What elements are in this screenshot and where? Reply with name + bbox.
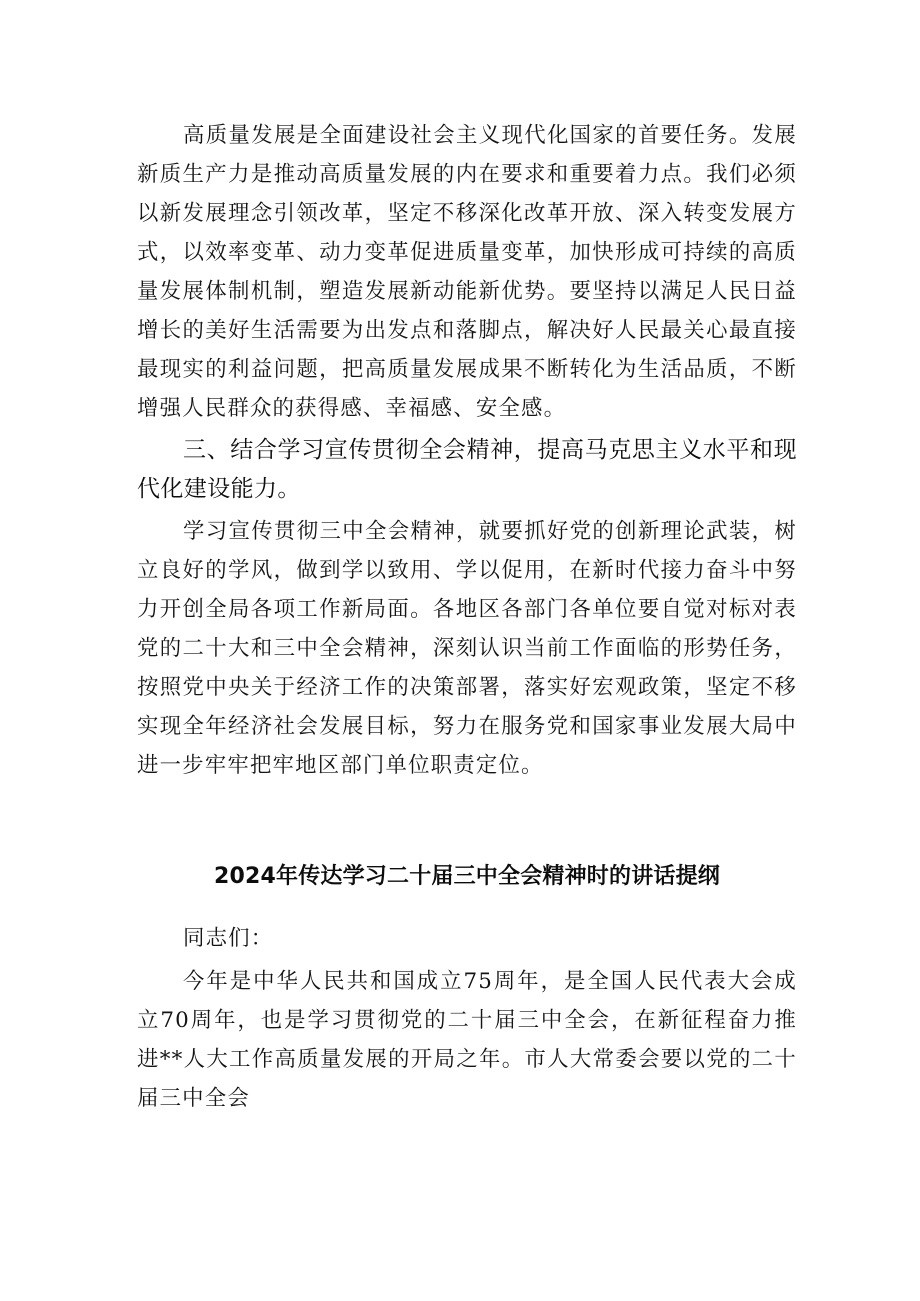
salutation: 同志们： [183, 926, 274, 951]
paragraph-anniversary: 今年是中华人民共和国成立75周年，是全国人民代表大会成立70周年，也是学习贯彻党的二十届三中全会，在新征程奋力推进**人大工作高质量发展的开局之年。市人大常委会要以党的二十届三中全会 [137, 969, 797, 1111]
document-body [137, 116, 797, 1118]
paragraph-study-plenary-spirit: 学习宣传贯彻三中全会精神，就要抓好党的创新理论武装，树立良好的学风，做到学以致用、学以促用，在新时代接力奋斗中努力开创全局各项工作新局面。各地区各部门各单位要自觉对标对表党的二十大和三中全会精神，深刻认识当前工作面临的形势任务，按照党中央关于经济工作的决策部署，落实好宏观政策，坚定不移实现全年经济社会发展目标，努力在服务党和国家事业发展大局中进一步牢牢把牢地区部门单位职责定位。 [137, 519, 797, 778]
speech-outline-title: 2024年传达学习二十届三中全会精神时的讲话提纲 [213, 864, 721, 889]
section-heading-three: 三、结合学习宣传贯彻全会精神，提高马克思主义水平和现代化建设能力。 [137, 437, 797, 502]
paragraph-high-quality-development: 高质量发展是全面建设社会主义现代化国家的首要任务。发展新质生产力是推动高质量发展的内在要求和重要着力点。我们必须以新发展理念引领改革，坚定不移深化改革开放、深入转变发展方式，以效率变革、动力变革促进质量变革，加快形成可持续的高质量发展体制机制，塑造发展新动能新优势。要坚持以满足人民日益增长的美好生活需要为出发点和落脚点，解决好人民最关心最直接最现实的利益问题，把高质量发展成果不断转化为生活品质，不断增强人民群众的获得感、幸福感、安全感。 [137, 123, 797, 421]
